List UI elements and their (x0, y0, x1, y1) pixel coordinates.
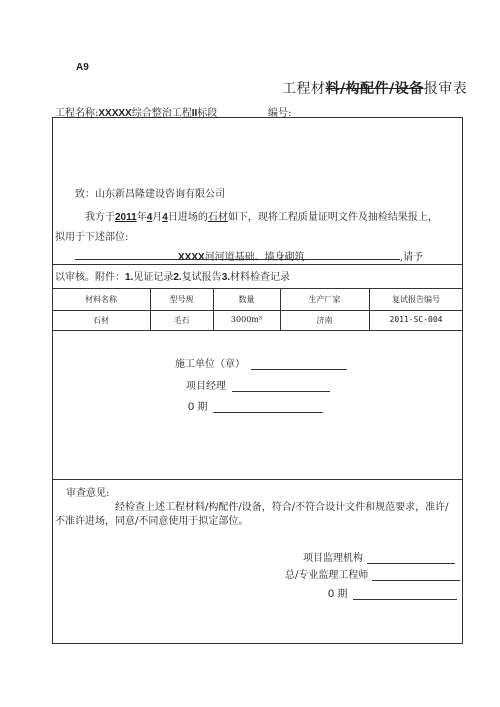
contractor-date-zero: 0 (188, 401, 195, 413)
review-date-label: 期 (337, 589, 348, 600)
location-bold: XXXX (178, 252, 205, 263)
page-title (282, 78, 467, 98)
letter-p1-e: 如下，现将工程质量证明文件及抽检结果报上， (227, 212, 438, 223)
supervision-org (303, 549, 455, 564)
location-rest: 河河道基础、墙身砌筑 (204, 252, 305, 263)
table-header-cell: 数量 (238, 295, 255, 304)
project-section-bold: II (191, 108, 198, 119)
contractor-unit (175, 355, 347, 370)
project-manager-label: 项目经理 (186, 381, 226, 392)
contractor-unit-blank[interactable] (251, 360, 347, 370)
supervision-org-label: 项目监理机构 (303, 553, 363, 564)
divider-letter-bottom (52, 264, 463, 265)
attach-label: 以审核。附件： (55, 272, 125, 283)
table-header-cell: 型号规 (169, 295, 194, 304)
letter-line-2: 拟用于下述部位: (55, 232, 129, 243)
divider-table-bottom (52, 330, 463, 331)
attach-2: 复试报告 (181, 272, 222, 283)
letter-material: 石材 (207, 212, 228, 223)
project-label: 工程名称: (55, 108, 99, 119)
table-cell: 3000m³ (230, 315, 263, 324)
project-name-rest: 综合整治工程 (131, 108, 192, 119)
attach-1-num: 1. (125, 272, 134, 283)
contractor-date (188, 398, 323, 413)
review-heading: 审查意见: (66, 488, 110, 499)
review-body-1: 经检查上述工程材料/构配件/设备，符合/不符合设计文件和规范要求，准许/ (115, 502, 449, 513)
attachments (55, 268, 290, 283)
letter-month: 4 (146, 212, 153, 223)
contractor-date-blank[interactable] (213, 403, 323, 413)
table-cell: 毛石 (173, 316, 190, 325)
project-manager (186, 377, 330, 392)
review-body-2: 不准许进场，同意/不同意使用于拟定部位。 (55, 516, 249, 527)
review-date-blank[interactable] (353, 590, 457, 600)
letter-p1-b: 年 (136, 212, 147, 223)
table-header-cell: 复试报告编号 (392, 295, 440, 304)
number-label: 编号: (268, 108, 292, 119)
title-bold: 料/构配件/设备 (325, 81, 424, 97)
letter-day: 4 (162, 212, 168, 223)
attach-1: 见证记录 (133, 272, 174, 283)
supervising-engineer (285, 566, 460, 581)
supervising-engineer-blank[interactable] (372, 571, 460, 581)
attach-3: 材料检查记录 (230, 272, 291, 283)
review-date-zero: 0 (328, 588, 335, 600)
please-review: ,请予 (400, 252, 424, 263)
letter-p1-d: 日进场的 (167, 212, 208, 223)
attach-2-num: 2. (173, 272, 182, 283)
table-cell: 济南 (316, 316, 333, 325)
form-code: A9 (76, 62, 89, 73)
title-suffix: 报审表 (423, 81, 468, 97)
attach-3-num: 3. (221, 272, 231, 283)
contractor-date-label: 期 (197, 402, 208, 413)
letter-p1-a: 我方于 (85, 212, 115, 223)
location-text (178, 248, 305, 263)
project-name-bold: XXXXX (98, 108, 132, 119)
divider-table-top (52, 288, 463, 289)
addressee: 致：山东新昌隆建设咨询有限公司 (75, 189, 225, 200)
table-header-cell: 生产厂家 (308, 295, 341, 304)
letter-line-1 (85, 208, 438, 223)
table-cell: 石材 (93, 316, 109, 325)
table-header-cell: 材料名称 (85, 295, 117, 304)
project-section-rest: 标段 (197, 108, 218, 119)
table-cell: 2011-SC-004 (389, 315, 443, 324)
contractor-unit-label: 施工单位（章） (175, 359, 245, 370)
supervision-org-blank[interactable] (367, 554, 455, 564)
project-manager-blank[interactable] (232, 382, 330, 392)
supervising-engineer-label: 总/专业监理工程师 (285, 570, 369, 581)
divider-contractor-bottom (52, 479, 463, 480)
title-prefix: 工程材 (282, 81, 326, 97)
letter-p1-c: 月 (152, 212, 163, 223)
letter-year: 2011 (115, 212, 137, 223)
review-date (328, 585, 457, 600)
divider-table-row (52, 310, 463, 311)
